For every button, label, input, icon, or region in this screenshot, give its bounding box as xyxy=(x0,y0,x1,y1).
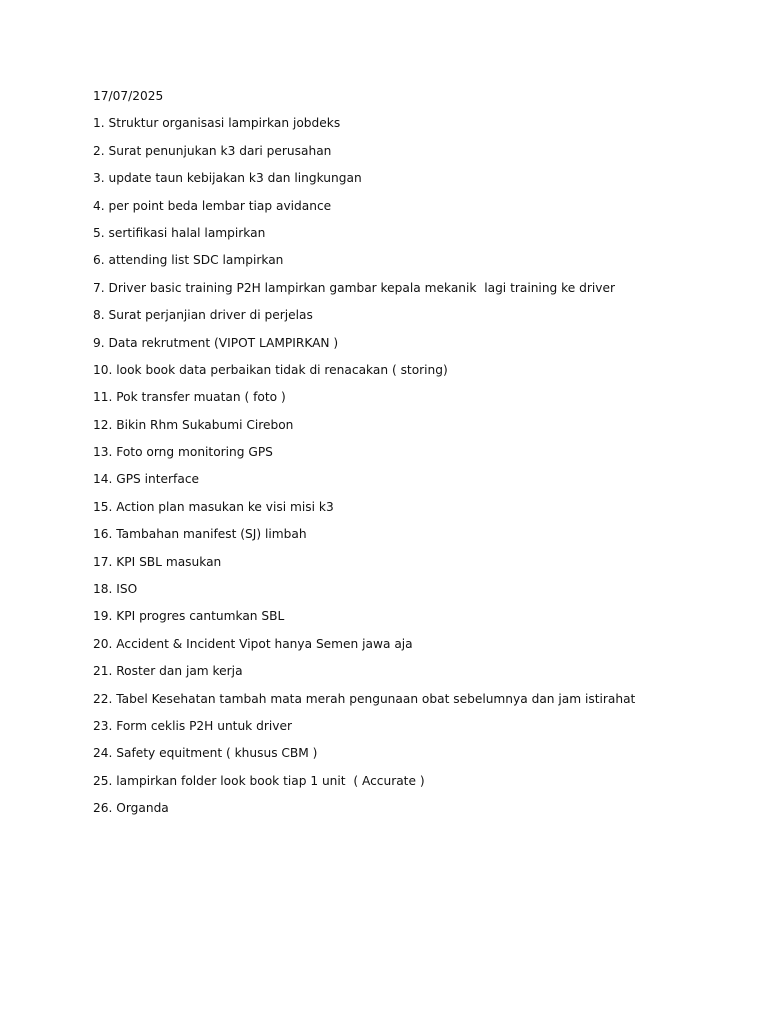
list-item: 18. ISO xyxy=(93,582,138,597)
list-item: 5. sertifikasi halal lampirkan xyxy=(93,225,266,240)
list-item: 26. Organda xyxy=(93,801,169,816)
list-item: 23. Form ceklis P2H untuk driver xyxy=(93,718,292,733)
list-item: 21. Roster dan jam kerja xyxy=(93,664,243,679)
list-item: 7. Driver basic training P2H lampirkan gambar kepala mekanik lagi training ke driver xyxy=(93,280,616,295)
document-date: 17/07/2025 xyxy=(93,89,164,103)
list-item: 14. GPS interface xyxy=(93,472,200,487)
list-item: 4. per point beda lembar tiap avidance xyxy=(93,198,332,213)
list-item: 3. update taun kebijakan k3 dan lingkungan xyxy=(93,171,362,186)
document-body xyxy=(93,86,733,826)
list-item: 13. Foto orng monitoring GPS xyxy=(93,445,273,460)
list-item: 24. Safety equitment ( khusus CBM ) xyxy=(93,746,318,761)
list-item: 10. look book data perbaikan tidak di renacakan ( storing) xyxy=(93,362,448,377)
list-item: 9. Data rekrutment (VIPOT LAMPIRKAN ) xyxy=(93,335,339,350)
list-item: 6. attending list SDC lampirkan xyxy=(93,253,284,268)
list-item: 1. Struktur organisasi lampirkan jobdeks xyxy=(93,116,341,131)
list-item: 22. Tabel Kesehatan tambah mata merah pengunaan obat sebelumnya dan jam istirahat xyxy=(93,691,636,706)
notes-list xyxy=(93,113,733,825)
list-item: 2. Surat penunjukan k3 dari perusahan xyxy=(93,143,332,158)
list-item: 16. Tambahan manifest (SJ) limbah xyxy=(93,527,307,542)
list-item: 12. Bikin Rhm Sukabumi Cirebon xyxy=(93,417,294,432)
list-item: 11. Pok transfer muatan ( foto ) xyxy=(93,390,286,405)
list-item: 15. Action plan masukan ke visi misi k3 xyxy=(93,499,334,514)
list-item: 19. KPI progres cantumkan SBL xyxy=(93,609,285,624)
list-item: 20. Accident & Incident Vipot hanya Semen jawa aja xyxy=(93,636,413,651)
list-item: 8. Surat perjanjian driver di perjelas xyxy=(93,308,313,323)
list-item: 17. KPI SBL masukan xyxy=(93,554,222,569)
list-item: 25. lampirkan folder look book tiap 1 unit ( Accurate ) xyxy=(93,773,425,788)
